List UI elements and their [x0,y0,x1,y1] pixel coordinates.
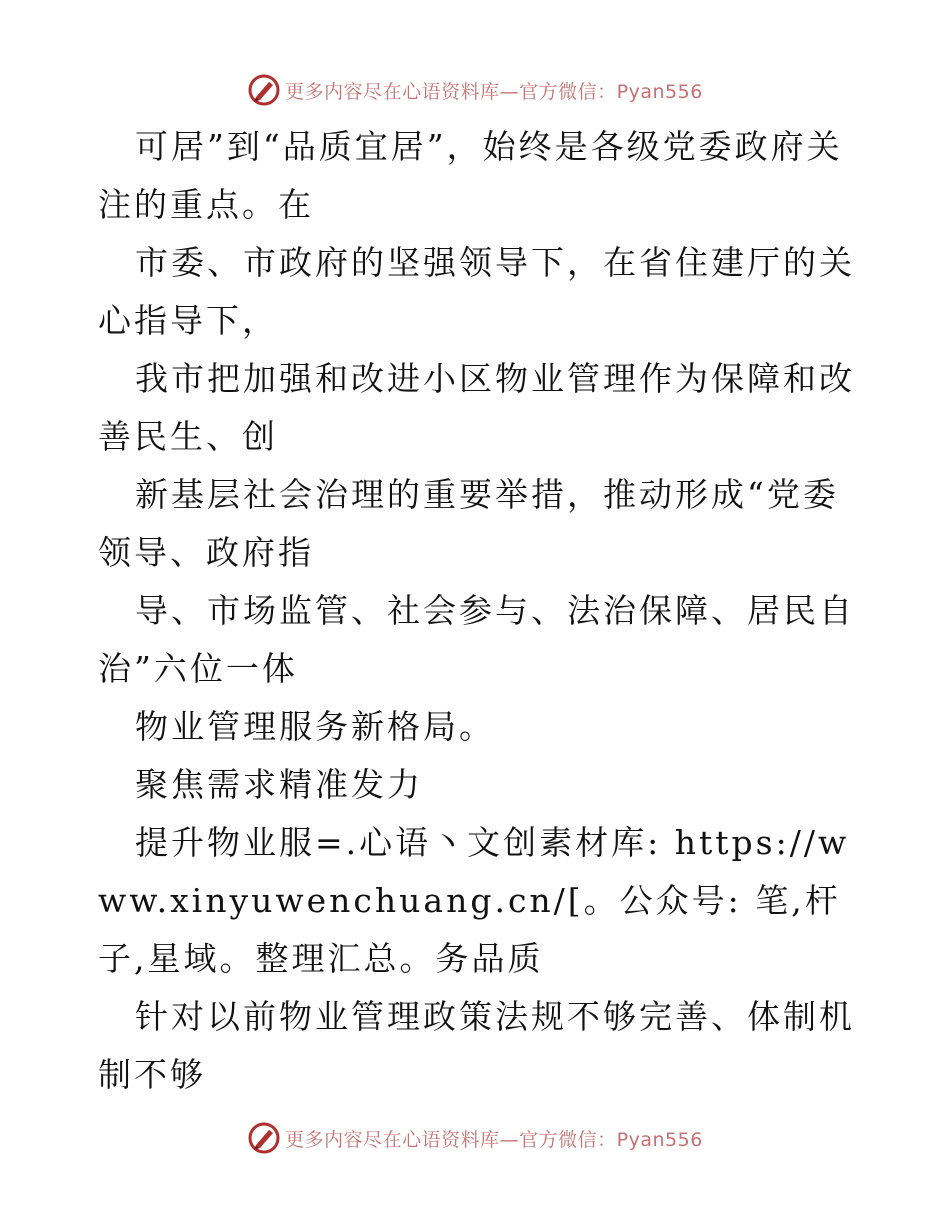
header-banner-text: 更多内容尽在心语资料库—官方微信：Pyan556 [285,80,703,103]
paragraph-2: 市委、市政府的坚强领导下，在省住建厅的关心指导下， [98,243,855,340]
footer-banner [0,1118,950,1158]
section-heading: 聚焦需求精准发力 [135,765,423,804]
paragraph-8: 针对以前物业管理政策法规不够完善、体制机制不够 [98,997,855,1094]
pen-logo-icon [247,73,281,107]
paragraph-6: 物业管理服务新格局。 [135,707,495,746]
paragraph-1: 可居”到“品质宜居”，始终是各级党委政府关注的重点。在 [98,127,843,224]
paragraph-4: 新基层社会治理的重要举措，推动形成“党委领导、政府指 [98,475,839,572]
pen-logo-icon [247,1121,281,1155]
header-banner [0,70,950,110]
paragraph-3: 我市把加强和改进小区物业管理作为保障和改善民生、创 [98,359,855,456]
footer-banner-text: 更多内容尽在心语资料库—官方微信：Pyan556 [285,1128,703,1151]
document-body [98,118,858,1104]
paragraph-7: 提升物业服=.心语丶文创素材库: https://www.xinyuwenchuang.cn/[。公众号: 笔,杆子,星域。整理汇总。务品质 [98,823,850,978]
paragraph-5: 导、市场监管、社会参与、法治保障、居民自治”六位一体 [98,591,855,688]
